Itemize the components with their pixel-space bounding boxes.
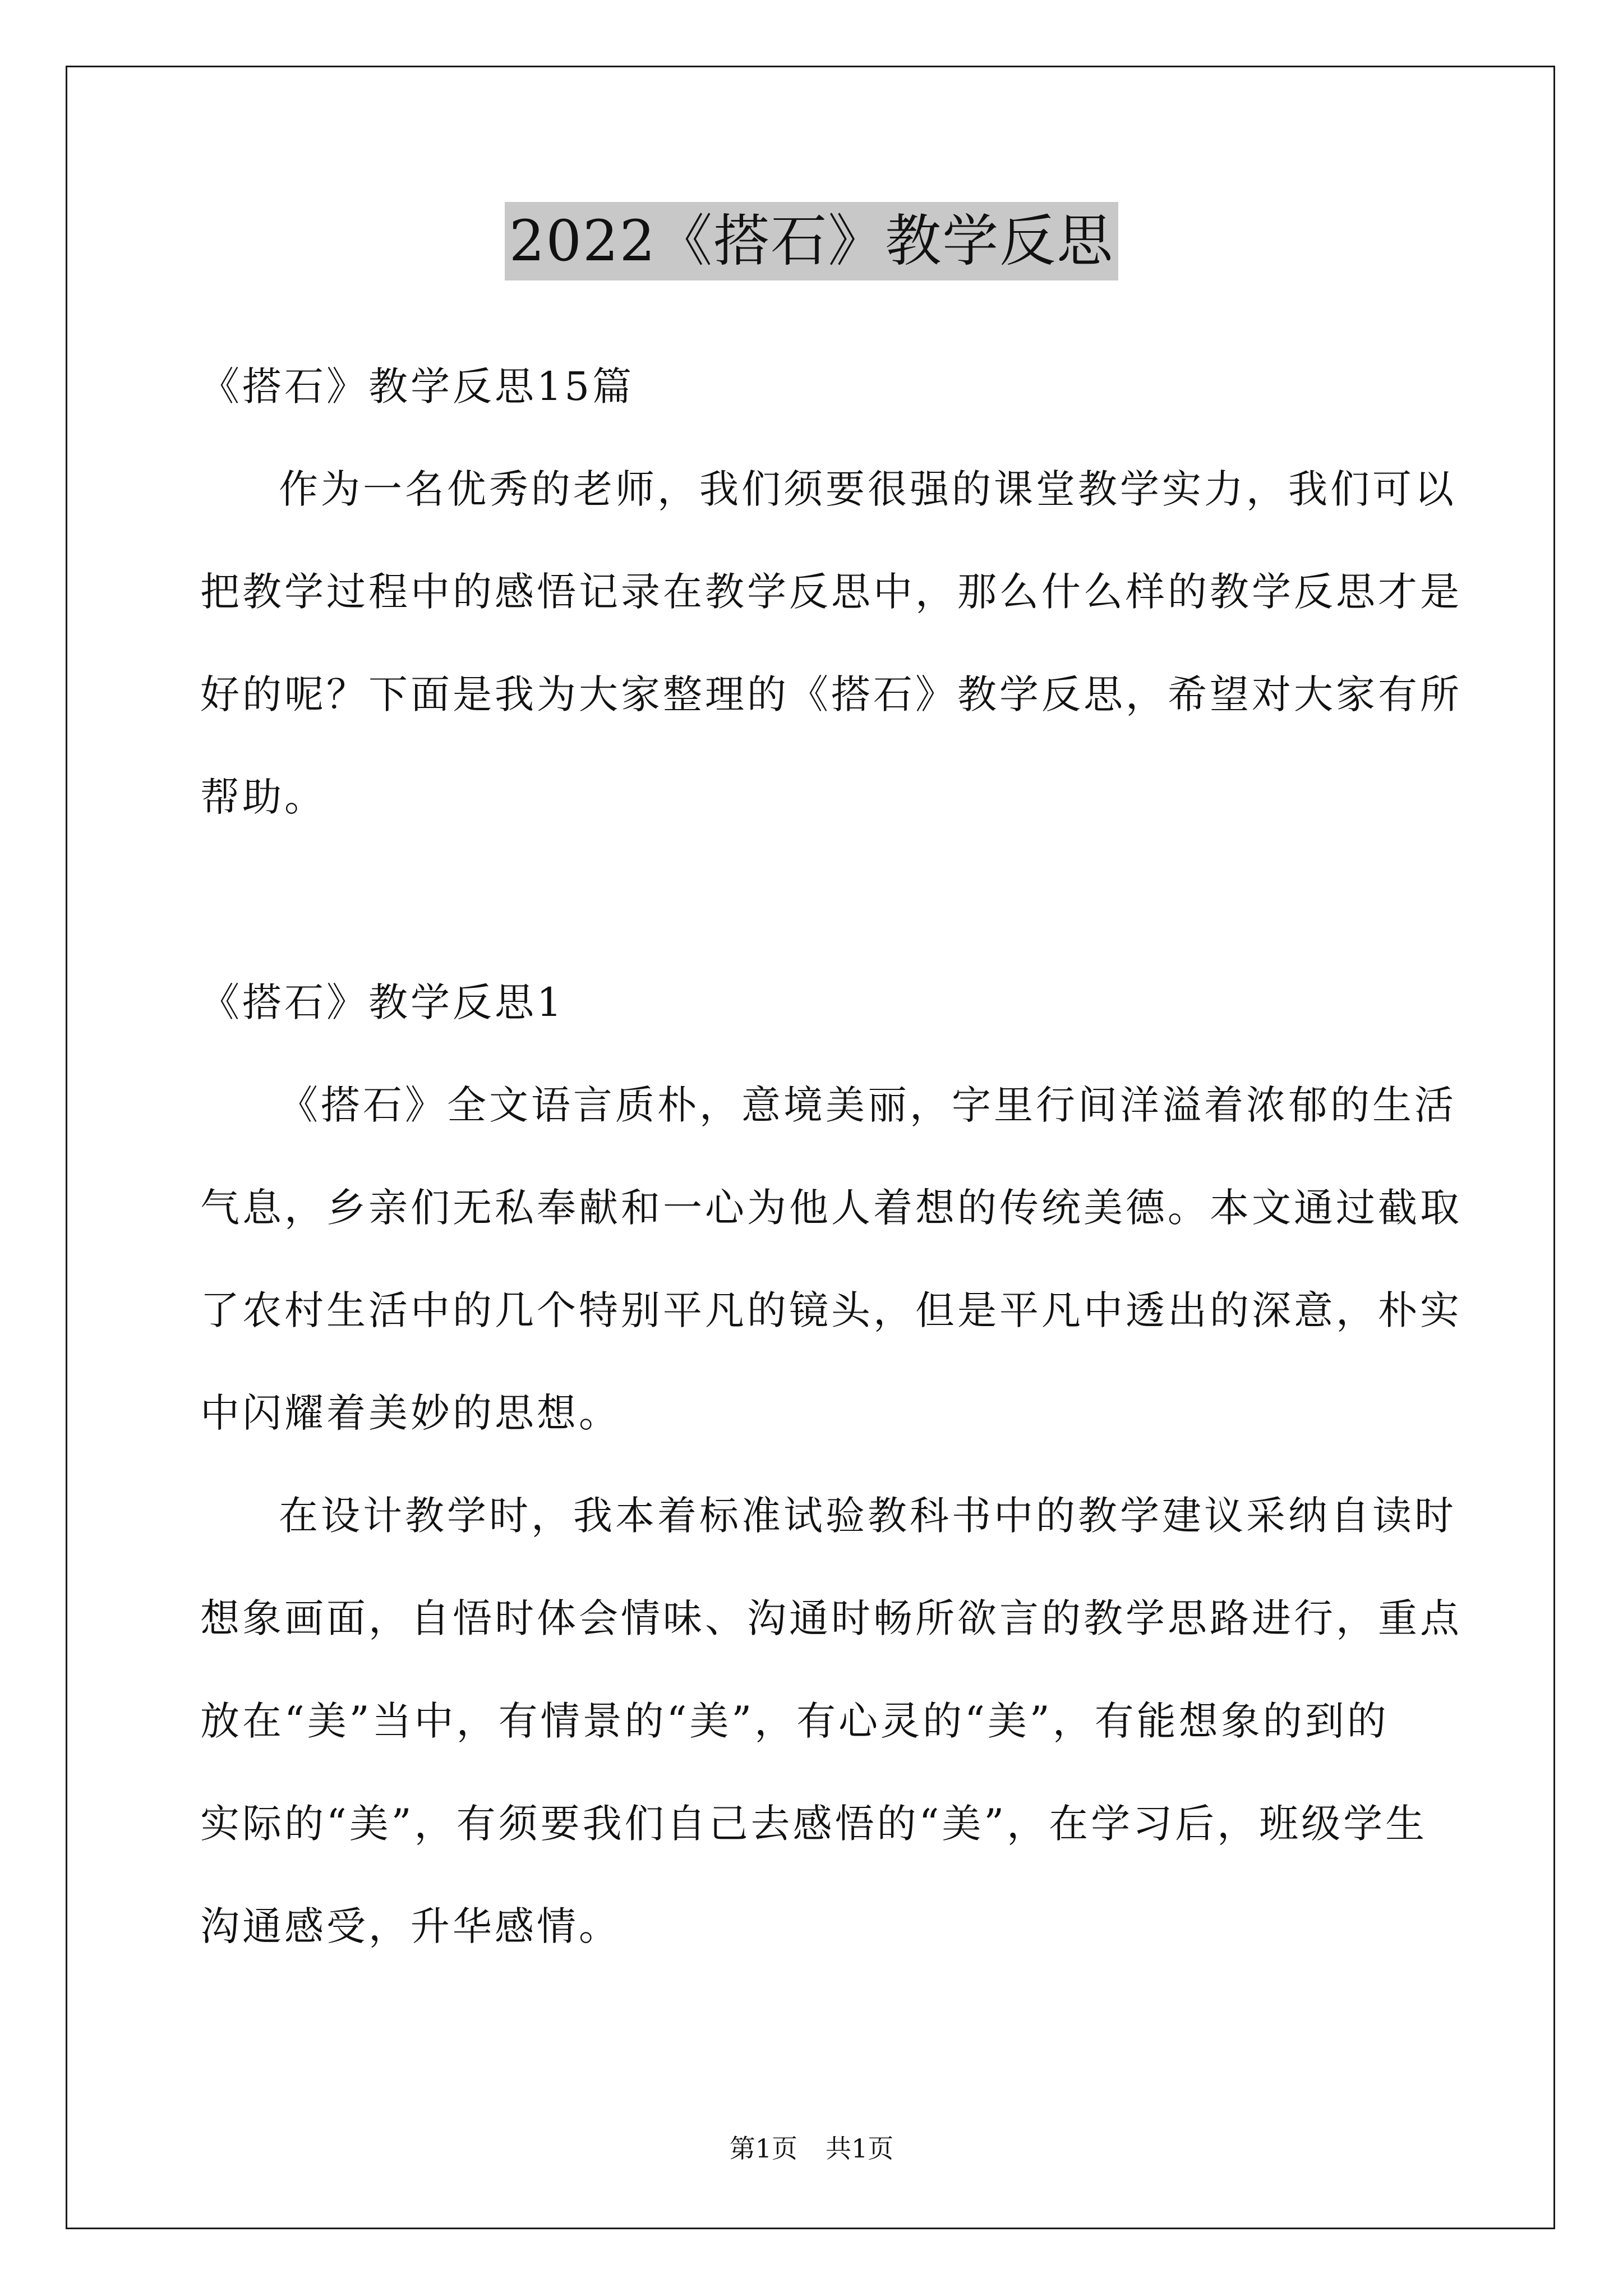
- document-subtitle: 《搭石》教学反思15篇: [200, 364, 635, 409]
- document-body: [200, 335, 1462, 1978]
- paragraph-line: 在设计教学时，我本着标准试验教科书中的教学建议采纳自读时: [279, 1493, 1456, 1539]
- blank-line: [200, 849, 1428, 951]
- intro-line: 好的呢？下面是我为大家整理的《搭石》教学反思，希望对大家有所: [200, 671, 1462, 717]
- page-number-current: 第1页: [729, 2133, 797, 2164]
- body-paragraph-1: [200, 1054, 1462, 1465]
- title-wrapper: [0, 202, 1623, 280]
- document-title: 2022《搭石》教学反思: [505, 202, 1119, 280]
- intro-line: 帮助。: [200, 774, 326, 820]
- paragraph-line: 《搭石》全文语言质朴，意境美丽，字里行间洋溢着浓郁的生活: [279, 1082, 1456, 1128]
- paragraph-line: 沟通感受，升华感情。: [200, 1903, 621, 1949]
- page-footer: [0, 2132, 1623, 2165]
- paragraph-line: 中闪耀着美妙的思想。: [200, 1390, 621, 1436]
- body-paragraph-2: [200, 1465, 1462, 1978]
- section-heading: 《搭石》教学反思1: [200, 979, 565, 1025]
- intro-line: 作为一名优秀的老师，我们须要很强的课堂教学实力，我们可以: [279, 466, 1456, 512]
- paragraph-line: 了农村生活中的几个特别平凡的镜头，但是平凡中透出的深意，朴实: [200, 1287, 1462, 1333]
- paragraph-line: 气息，乡亲们无私奉献和一心为他人着想的传统美德。本文通过截取: [200, 1185, 1462, 1231]
- paragraph-line: 想象画面，自悟时体会情味、沟通时畅所欲言的教学思路进行，重点: [200, 1595, 1462, 1641]
- intro-paragraph: [200, 438, 1462, 849]
- paragraph-line: 实际的“美”，有须要我们自己去感悟的“美”，在学习后，班级学生: [200, 1801, 1428, 1847]
- intro-line: 把教学过程中的感悟记录在教学反思中，那么什么样的教学反思才是: [200, 569, 1462, 615]
- paragraph-line: 放在“美”当中，有情景的“美”，有心灵的“美”，有能想象的到的: [200, 1698, 1389, 1744]
- page-number-total: 共1页: [826, 2133, 894, 2164]
